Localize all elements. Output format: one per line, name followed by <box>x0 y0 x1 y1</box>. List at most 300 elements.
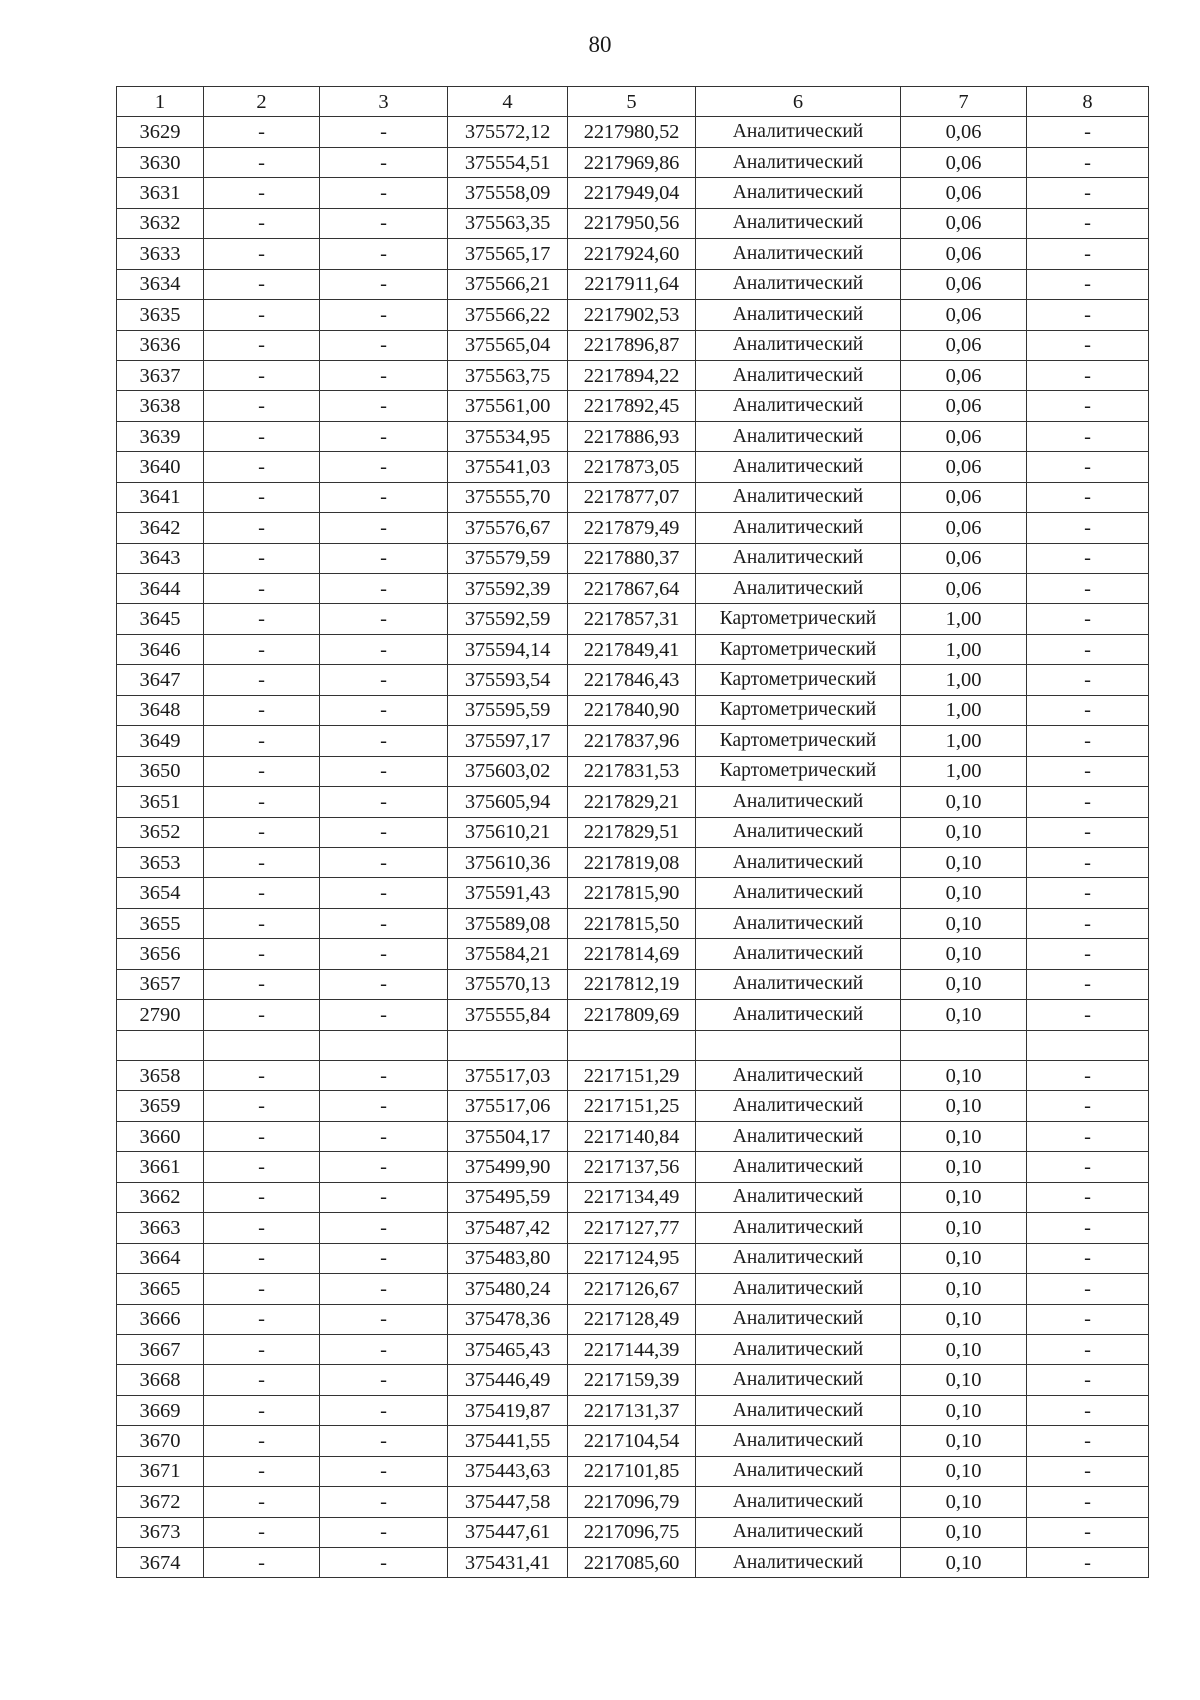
col-8-cell: - <box>1027 1517 1149 1547</box>
table-row <box>117 665 1149 695</box>
header-cell-3: 3 <box>320 87 448 117</box>
coord-x-cell: 375483,80 <box>448 1243 568 1273</box>
method-cell: Аналитический <box>696 1182 901 1212</box>
coord-y-cell: 2217879,49 <box>568 513 696 543</box>
accuracy-cell: 0,10 <box>901 908 1027 938</box>
coord-y-cell: 2217846,43 <box>568 665 696 695</box>
accuracy-cell <box>901 1030 1027 1060</box>
table-row <box>117 482 1149 512</box>
accuracy-cell: 0,06 <box>901 330 1027 360</box>
coord-x-cell: 375589,08 <box>448 908 568 938</box>
col-8-cell: - <box>1027 208 1149 238</box>
method-cell: Картометрический <box>696 665 901 695</box>
point-number-cell: 3668 <box>117 1365 204 1395</box>
accuracy-cell: 0,10 <box>901 1304 1027 1334</box>
point-number-cell: 3664 <box>117 1243 204 1273</box>
coord-y-cell: 2217980,52 <box>568 117 696 147</box>
accuracy-cell: 0,10 <box>901 817 1027 847</box>
col-3-cell: - <box>320 574 448 604</box>
table-row <box>117 1426 1149 1456</box>
method-cell: Аналитический <box>696 330 901 360</box>
table-row <box>117 1030 1149 1060</box>
header-cell-5: 5 <box>568 87 696 117</box>
coord-x-cell: 375566,21 <box>448 269 568 299</box>
point-number-cell: 3630 <box>117 147 204 177</box>
accuracy-cell: 0,10 <box>901 1061 1027 1091</box>
coord-x-cell: 375431,41 <box>448 1548 568 1578</box>
coord-x-cell: 375597,17 <box>448 726 568 756</box>
table-row <box>117 1456 1149 1486</box>
coord-y-cell: 2217127,77 <box>568 1213 696 1243</box>
method-cell: Картометрический <box>696 634 901 664</box>
coord-y-cell: 2217949,04 <box>568 178 696 208</box>
col-8-cell: - <box>1027 817 1149 847</box>
point-number-cell: 3639 <box>117 421 204 451</box>
col-3-cell: - <box>320 969 448 999</box>
point-number-cell: 3634 <box>117 269 204 299</box>
coord-y-cell: 2217894,22 <box>568 360 696 390</box>
accuracy-cell: 0,06 <box>901 147 1027 177</box>
method-cell: Аналитический <box>696 1517 901 1547</box>
coord-y-cell: 2217892,45 <box>568 391 696 421</box>
accuracy-cell: 0,10 <box>901 969 1027 999</box>
coord-x-cell: 375487,42 <box>448 1213 568 1243</box>
table-row <box>117 1182 1149 1212</box>
col-2-cell: - <box>204 1517 320 1547</box>
method-cell: Аналитический <box>696 1274 901 1304</box>
col-3-cell: - <box>320 300 448 330</box>
col-2-cell: - <box>204 360 320 390</box>
col-3-cell: - <box>320 360 448 390</box>
col-8-cell: - <box>1027 147 1149 177</box>
col-2-cell: - <box>204 1395 320 1425</box>
table-row <box>117 604 1149 634</box>
point-number-cell: 3666 <box>117 1304 204 1334</box>
coord-y-cell: 2217829,21 <box>568 787 696 817</box>
method-cell: Картометрический <box>696 604 901 634</box>
table-row <box>117 269 1149 299</box>
point-number-cell: 3655 <box>117 908 204 938</box>
method-cell: Аналитический <box>696 1548 901 1578</box>
col-3-cell: - <box>320 1091 448 1121</box>
col-8-cell: - <box>1027 117 1149 147</box>
accuracy-cell: 0,06 <box>901 208 1027 238</box>
method-cell: Аналитический <box>696 1456 901 1486</box>
method-cell: Аналитический <box>696 1334 901 1364</box>
table-row <box>117 1334 1149 1364</box>
coord-y-cell: 2217911,64 <box>568 269 696 299</box>
col-2-cell: - <box>204 269 320 299</box>
col-8-cell: - <box>1027 665 1149 695</box>
header-cell-6: 6 <box>696 87 901 117</box>
coord-x-cell: 375465,43 <box>448 1334 568 1364</box>
table-row <box>117 1152 1149 1182</box>
table-row <box>117 208 1149 238</box>
method-cell: Картометрический <box>696 695 901 725</box>
point-number-cell: 3662 <box>117 1182 204 1212</box>
accuracy-cell: 0,06 <box>901 574 1027 604</box>
col-8-cell: - <box>1027 939 1149 969</box>
coord-x-cell: 375504,17 <box>448 1121 568 1151</box>
header-cell-1: 1 <box>117 87 204 117</box>
col-3-cell: - <box>320 665 448 695</box>
header-row <box>117 87 1149 117</box>
col-2-cell: - <box>204 1487 320 1517</box>
point-number-cell: 3659 <box>117 1091 204 1121</box>
page-number: 80 <box>588 32 612 57</box>
col-2-cell: - <box>204 1061 320 1091</box>
table-row <box>117 421 1149 451</box>
col-3-cell: - <box>320 239 448 269</box>
col-8-cell: - <box>1027 1121 1149 1151</box>
col-2-cell: - <box>204 1334 320 1364</box>
point-number-cell: 3674 <box>117 1548 204 1578</box>
coord-x-cell: 375480,24 <box>448 1274 568 1304</box>
point-number-cell: 3654 <box>117 878 204 908</box>
header-cell-8: 8 <box>1027 87 1149 117</box>
col-8-cell: - <box>1027 847 1149 877</box>
table-row <box>117 969 1149 999</box>
col-2-cell: - <box>204 817 320 847</box>
coord-x-cell: 375563,35 <box>448 208 568 238</box>
col-3-cell: - <box>320 391 448 421</box>
point-number-cell: 3646 <box>117 634 204 664</box>
accuracy-cell: 0,10 <box>901 939 1027 969</box>
col-2-cell: - <box>204 787 320 817</box>
accuracy-cell: 0,06 <box>901 239 1027 269</box>
coord-y-cell: 2217814,69 <box>568 939 696 969</box>
accuracy-cell: 0,06 <box>901 543 1027 573</box>
table-row <box>117 1395 1149 1425</box>
accuracy-cell: 0,10 <box>901 1091 1027 1121</box>
col-3-cell: - <box>320 1548 448 1578</box>
coord-y-cell: 2217131,37 <box>568 1395 696 1425</box>
method-cell: Аналитический <box>696 1243 901 1273</box>
point-number-cell: 3633 <box>117 239 204 269</box>
table-row <box>117 147 1149 177</box>
col-8-cell: - <box>1027 421 1149 451</box>
col-8-cell: - <box>1027 513 1149 543</box>
coord-x-cell: 375594,14 <box>448 634 568 664</box>
col-8-cell: - <box>1027 239 1149 269</box>
method-cell: Аналитический <box>696 939 901 969</box>
col-2-cell: - <box>204 330 320 360</box>
coord-x-cell: 375446,49 <box>448 1365 568 1395</box>
accuracy-cell: 1,00 <box>901 756 1027 786</box>
table-row <box>117 1487 1149 1517</box>
accuracy-cell: 0,06 <box>901 117 1027 147</box>
coord-x-cell: 375584,21 <box>448 939 568 969</box>
table-row <box>117 452 1149 482</box>
coord-x-cell: 375563,75 <box>448 360 568 390</box>
point-number-cell: 3657 <box>117 969 204 999</box>
col-3-cell: - <box>320 634 448 664</box>
col-3-cell: - <box>320 147 448 177</box>
coord-y-cell: 2217815,50 <box>568 908 696 938</box>
col-3-cell: - <box>320 1121 448 1151</box>
coord-y-cell: 2217144,39 <box>568 1334 696 1364</box>
col-3-cell: - <box>320 482 448 512</box>
point-number-cell: 3650 <box>117 756 204 786</box>
col-8-cell: - <box>1027 1182 1149 1212</box>
method-cell: Аналитический <box>696 1152 901 1182</box>
table-row <box>117 726 1149 756</box>
col-8-cell: - <box>1027 452 1149 482</box>
table-row <box>117 239 1149 269</box>
col-8-cell: - <box>1027 1334 1149 1364</box>
col-8-cell: - <box>1027 1304 1149 1334</box>
col-3-cell: - <box>320 1426 448 1456</box>
table-row <box>117 695 1149 725</box>
col-2-cell: - <box>204 391 320 421</box>
col-3-cell: - <box>320 847 448 877</box>
coord-y-cell: 2217873,05 <box>568 452 696 482</box>
method-cell: Аналитический <box>696 817 901 847</box>
point-number-cell: 3635 <box>117 300 204 330</box>
method-cell: Аналитический <box>696 1121 901 1151</box>
coord-x-cell: 375593,54 <box>448 665 568 695</box>
accuracy-cell: 1,00 <box>901 604 1027 634</box>
coord-y-cell: 2217159,39 <box>568 1365 696 1395</box>
coord-y-cell: 2217880,37 <box>568 543 696 573</box>
coord-x-cell: 375554,51 <box>448 147 568 177</box>
table-row <box>117 300 1149 330</box>
table-row <box>117 1213 1149 1243</box>
col-3-cell: - <box>320 1182 448 1212</box>
point-number-cell: 3669 <box>117 1395 204 1425</box>
table-row <box>117 817 1149 847</box>
coord-y-cell: 2217896,87 <box>568 330 696 360</box>
col-2-cell: - <box>204 878 320 908</box>
col-3-cell: - <box>320 1061 448 1091</box>
coord-y-cell: 2217096,75 <box>568 1517 696 1547</box>
coord-y-cell: 2217924,60 <box>568 239 696 269</box>
table-row <box>117 787 1149 817</box>
point-number-cell: 2790 <box>117 1000 204 1030</box>
coord-x-cell: 375447,58 <box>448 1487 568 1517</box>
col-3-cell: - <box>320 117 448 147</box>
col-3-cell: - <box>320 726 448 756</box>
col-3-cell: - <box>320 817 448 847</box>
coord-y-cell: 2217137,56 <box>568 1152 696 1182</box>
col-3-cell: - <box>320 1243 448 1273</box>
table-row <box>117 878 1149 908</box>
coord-x-cell: 375579,59 <box>448 543 568 573</box>
method-cell: Аналитический <box>696 1487 901 1517</box>
point-number-cell: 3667 <box>117 1334 204 1364</box>
col-8-cell: - <box>1027 391 1149 421</box>
table-row <box>117 1548 1149 1578</box>
coord-y-cell: 2217812,19 <box>568 969 696 999</box>
table-row <box>117 1121 1149 1151</box>
method-cell: Аналитический <box>696 969 901 999</box>
table-body <box>117 87 1149 1578</box>
col-2-cell: - <box>204 208 320 238</box>
coord-y-cell: 2217128,49 <box>568 1304 696 1334</box>
coord-x-cell: 375534,95 <box>448 421 568 451</box>
col-3-cell <box>320 1030 448 1060</box>
table-row <box>117 574 1149 604</box>
col-8-cell: - <box>1027 360 1149 390</box>
col-2-cell: - <box>204 1182 320 1212</box>
col-2-cell: - <box>204 756 320 786</box>
col-2-cell: - <box>204 239 320 269</box>
point-number-cell: 3671 <box>117 1456 204 1486</box>
method-cell: Аналитический <box>696 269 901 299</box>
coord-x-cell: 375499,90 <box>448 1152 568 1182</box>
col-8-cell: - <box>1027 1365 1149 1395</box>
method-cell: Аналитический <box>696 574 901 604</box>
coord-y-cell <box>568 1030 696 1060</box>
coord-x-cell: 375443,63 <box>448 1456 568 1486</box>
col-3-cell: - <box>320 1274 448 1304</box>
coord-x-cell: 375441,55 <box>448 1426 568 1456</box>
point-number-cell: 3652 <box>117 817 204 847</box>
point-number-cell: 3670 <box>117 1426 204 1456</box>
header-cell-4: 4 <box>448 87 568 117</box>
point-number-cell: 3653 <box>117 847 204 877</box>
table-row <box>117 178 1149 208</box>
col-2-cell: - <box>204 147 320 177</box>
accuracy-cell: 0,06 <box>901 421 1027 451</box>
coord-y-cell: 2217849,41 <box>568 634 696 664</box>
coord-y-cell: 2217151,29 <box>568 1061 696 1091</box>
coord-x-cell: 375558,09 <box>448 178 568 208</box>
coord-x-cell: 375495,59 <box>448 1182 568 1212</box>
col-2-cell: - <box>204 1213 320 1243</box>
coord-x-cell: 375565,04 <box>448 330 568 360</box>
method-cell: Аналитический <box>696 482 901 512</box>
accuracy-cell: 1,00 <box>901 634 1027 664</box>
col-2-cell: - <box>204 1456 320 1486</box>
col-3-cell: - <box>320 1395 448 1425</box>
accuracy-cell: 0,10 <box>901 1426 1027 1456</box>
coord-x-cell: 375555,70 <box>448 482 568 512</box>
col-3-cell: - <box>320 695 448 725</box>
col-2-cell: - <box>204 847 320 877</box>
method-cell: Аналитический <box>696 208 901 238</box>
accuracy-cell: 0,06 <box>901 269 1027 299</box>
coord-x-cell: 375592,59 <box>448 604 568 634</box>
table-row <box>117 847 1149 877</box>
col-3-cell: - <box>320 513 448 543</box>
method-cell: Аналитический <box>696 421 901 451</box>
table-row <box>117 391 1149 421</box>
point-number-cell: 3642 <box>117 513 204 543</box>
coord-y-cell: 2217104,54 <box>568 1426 696 1456</box>
coord-x-cell: 375555,84 <box>448 1000 568 1030</box>
coord-y-cell: 2217950,56 <box>568 208 696 238</box>
point-number-cell: 3645 <box>117 604 204 634</box>
accuracy-cell: 0,10 <box>901 1548 1027 1578</box>
coord-y-cell: 2217969,86 <box>568 147 696 177</box>
method-cell: Аналитический <box>696 543 901 573</box>
col-2-cell: - <box>204 604 320 634</box>
accuracy-cell: 1,00 <box>901 665 1027 695</box>
col-3-cell: - <box>320 330 448 360</box>
table-row <box>117 543 1149 573</box>
col-2-cell: - <box>204 300 320 330</box>
col-2-cell: - <box>204 908 320 938</box>
coord-x-cell: 375566,22 <box>448 300 568 330</box>
accuracy-cell: 0,10 <box>901 1365 1027 1395</box>
col-3-cell: - <box>320 908 448 938</box>
col-8-cell: - <box>1027 178 1149 208</box>
accuracy-cell: 0,10 <box>901 1000 1027 1030</box>
col-2-cell: - <box>204 939 320 969</box>
coord-y-cell: 2217840,90 <box>568 695 696 725</box>
accuracy-cell: 0,06 <box>901 300 1027 330</box>
coord-y-cell: 2217886,93 <box>568 421 696 451</box>
point-number-cell <box>117 1030 204 1060</box>
coordinates-table <box>116 86 1149 1578</box>
coord-y-cell: 2217096,79 <box>568 1487 696 1517</box>
method-cell: Аналитический <box>696 300 901 330</box>
col-3-cell: - <box>320 421 448 451</box>
col-8-cell: - <box>1027 787 1149 817</box>
point-number-cell: 3638 <box>117 391 204 421</box>
coord-x-cell: 375517,06 <box>448 1091 568 1121</box>
col-2-cell: - <box>204 543 320 573</box>
col-2-cell: - <box>204 482 320 512</box>
col-2-cell: - <box>204 1000 320 1030</box>
coord-y-cell: 2217857,31 <box>568 604 696 634</box>
header-cell-7: 7 <box>901 87 1027 117</box>
accuracy-cell: 0,10 <box>901 1274 1027 1304</box>
col-2-cell: - <box>204 1243 320 1273</box>
coord-x-cell: 375610,36 <box>448 847 568 877</box>
point-number-cell: 3640 <box>117 452 204 482</box>
coord-y-cell: 2217134,49 <box>568 1182 696 1212</box>
coord-y-cell: 2217877,07 <box>568 482 696 512</box>
coord-y-cell: 2217867,64 <box>568 574 696 604</box>
col-8-cell: - <box>1027 1061 1149 1091</box>
col-3-cell: - <box>320 756 448 786</box>
col-2-cell: - <box>204 1548 320 1578</box>
method-cell: Аналитический <box>696 1000 901 1030</box>
coord-x-cell: 375419,87 <box>448 1395 568 1425</box>
coord-y-cell: 2217085,60 <box>568 1548 696 1578</box>
point-number-cell: 3665 <box>117 1274 204 1304</box>
point-number-cell: 3649 <box>117 726 204 756</box>
col-8-cell: - <box>1027 1274 1149 1304</box>
col-8-cell: - <box>1027 1243 1149 1273</box>
col-3-cell: - <box>320 1365 448 1395</box>
accuracy-cell: 0,10 <box>901 1152 1027 1182</box>
col-8-cell: - <box>1027 878 1149 908</box>
coord-y-cell: 2217126,67 <box>568 1274 696 1304</box>
table-row <box>117 1365 1149 1395</box>
accuracy-cell: 1,00 <box>901 726 1027 756</box>
accuracy-cell: 0,06 <box>901 482 1027 512</box>
table-row <box>117 1304 1149 1334</box>
point-number-cell: 3672 <box>117 1487 204 1517</box>
col-3-cell: - <box>320 939 448 969</box>
accuracy-cell: 0,10 <box>901 1121 1027 1151</box>
col-8-cell: - <box>1027 1548 1149 1578</box>
col-8-cell: - <box>1027 604 1149 634</box>
coord-x-cell: 375605,94 <box>448 787 568 817</box>
col-3-cell: - <box>320 1334 448 1364</box>
col-2-cell: - <box>204 117 320 147</box>
col-8-cell: - <box>1027 330 1149 360</box>
col-3-cell: - <box>320 1000 448 1030</box>
accuracy-cell: 0,10 <box>901 847 1027 877</box>
col-3-cell: - <box>320 1517 448 1547</box>
table-row <box>117 634 1149 664</box>
accuracy-cell: 0,06 <box>901 178 1027 208</box>
col-3-cell: - <box>320 452 448 482</box>
